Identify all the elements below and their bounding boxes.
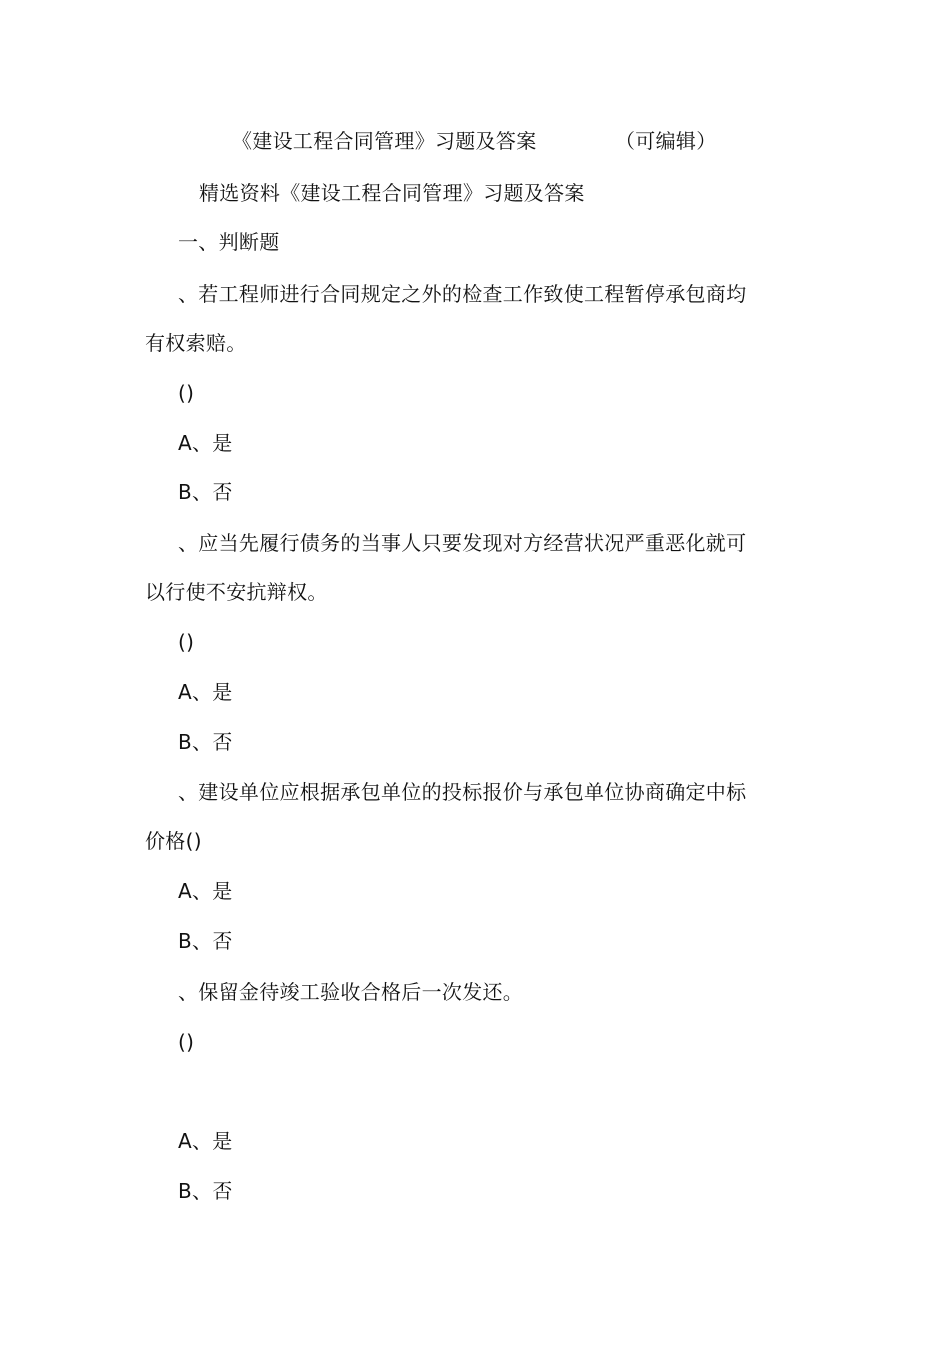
question-2-blank: () xyxy=(178,630,195,654)
question-1-text-line1: 、若工程师进行合同规定之外的检查工作致使工程暂停承包商均 xyxy=(178,282,747,306)
question-1-blank: () xyxy=(178,381,195,405)
question-3-text-line2: 价格() xyxy=(145,829,202,853)
question-1-text-line2: 有权索赔。 xyxy=(145,331,247,355)
question-2-option-a: A、是 xyxy=(178,680,233,704)
document-title-suffix: （可编辑） xyxy=(615,129,717,153)
question-1-option-b: B、否 xyxy=(178,480,233,504)
question-3-option-b: B、否 xyxy=(178,929,233,953)
section-heading: 一、判断题 xyxy=(178,230,280,254)
question-4-option-b: B、否 xyxy=(178,1179,233,1203)
question-3-text-line1: 、建设单位应根据承包单位的投标报价与承包单位协商确定中标 xyxy=(178,780,747,804)
document-subtitle: 精选资料《建设工程合同管理》习题及答案 xyxy=(199,181,585,205)
question-1-option-a: A、是 xyxy=(178,431,233,455)
question-2-text-line2: 以行使不安抗辩权。 xyxy=(145,580,328,604)
question-2-option-b: B、否 xyxy=(178,730,233,754)
document-title: 《建设工程合同管理》习题及答案 xyxy=(232,129,537,153)
question-4-option-a: A、是 xyxy=(178,1129,233,1153)
question-2-text-line1: 、应当先履行债务的当事人只要发现对方经营状况严重恶化就可 xyxy=(178,531,747,555)
question-4-blank: () xyxy=(178,1030,195,1054)
question-3-option-a: A、是 xyxy=(178,879,233,903)
question-4-text-line1: 、保留金待竣工验收合格后一次发还。 xyxy=(178,980,524,1004)
